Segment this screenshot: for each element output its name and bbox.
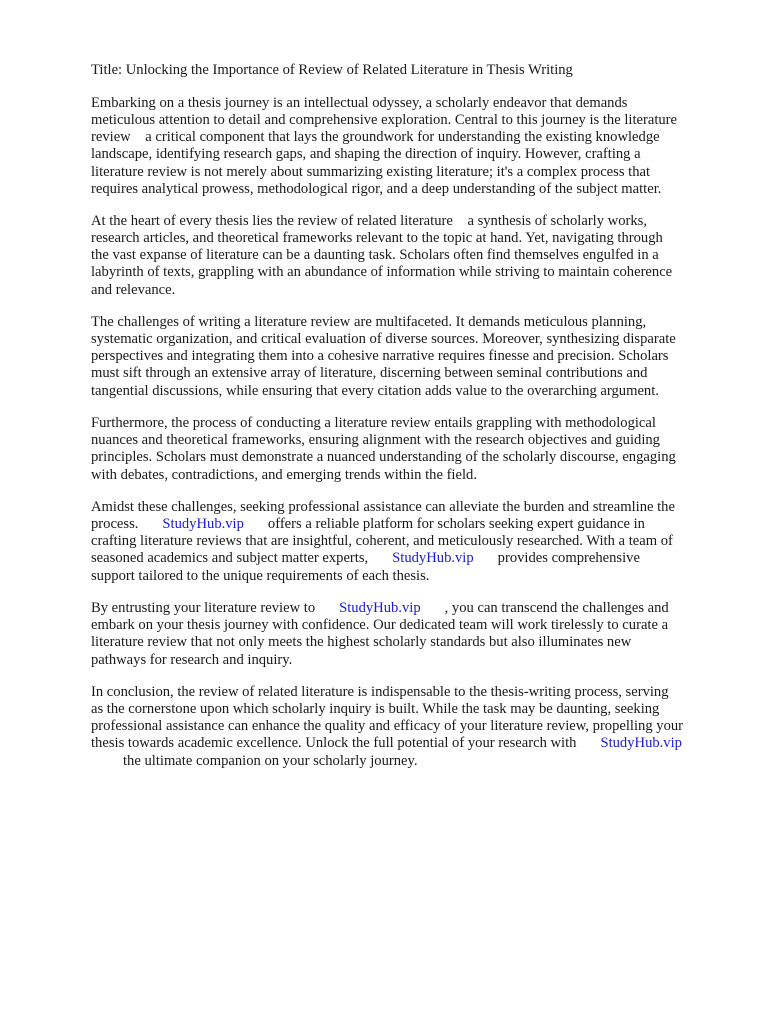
paragraph-2-line: and relevance. — [91, 282, 176, 298]
paragraph-7-line: In conclusion, the review of related literature is indispensable to the thesis-writing process, serving — [91, 684, 669, 700]
paragraph-1-line: literature review is not merely about summarizing existing literature; it's a complex process that — [91, 164, 651, 180]
paragraph-2-line: labyrinth of texts, grappling with an abundance of information while striving to maintain coherence — [91, 264, 673, 280]
paragraph-1-line: meticulous attention to detail and comprehensive exploration. Central to this journey is the literature — [91, 112, 678, 128]
paragraph-6-line: embark on your thesis journey with confidence. Our dedicated team will work tirelessly to curate a — [91, 617, 669, 633]
paragraph-3-line: must sift through an extensive array of literature, discerning between seminal contributions and — [91, 365, 648, 381]
paragraph-5-text: provides comprehensive — [497, 550, 640, 566]
studyhub-link[interactable]: StudyHub.vip — [339, 600, 421, 616]
paragraph-5-line: Amidst these challenges, seeking professional assistance can alleviate the burden and streamline the — [91, 499, 675, 515]
paragraph-3-line: systematic organization, and critical evaluation of diverse sources. Moreover, synthesizing disparate — [91, 331, 676, 347]
paragraph-5-line: support tailored to the unique requirements of each thesis. — [91, 568, 430, 584]
paragraph-2-line: At the heart of every thesis lies the review of related literature a synthesis of scholarly works, — [91, 213, 648, 229]
paragraph-6-line: pathways for research and inquiry. — [91, 652, 293, 668]
paragraph-1-line: Embarking on a thesis journey is an intellectual odyssey, a scholarly endeavor that demands — [91, 95, 628, 111]
paragraph-5-text: offers a reliable platform for scholars seeking expert guidance in — [267, 516, 645, 532]
paragraph-4-line: with debates, contradictions, and emerging trends within the field. — [91, 467, 477, 483]
paragraph-7-line: as the cornerstone upon which scholarly inquiry is built. While the task may be daunting, seeking — [91, 701, 660, 717]
paragraph-4-line: Furthermore, the process of conducting a literature review entails grappling with methodological — [91, 415, 656, 431]
studyhub-link[interactable]: StudyHub.vip — [162, 516, 244, 532]
paragraph-5-text: seasoned academics and subject matter experts, — [91, 550, 369, 566]
paragraph-6-text: , you can transcend the challenges and — [444, 600, 669, 616]
paragraph-5-line — [91, 550, 640, 567]
paragraph-5-line — [91, 516, 645, 533]
paragraph-6-line — [91, 600, 669, 617]
document-title: Title: Unlocking the Importance of Review of Related Literature in Thesis Writing — [91, 62, 573, 78]
paragraph-7-line: professional assistance can enhance the quality and efficacy of your literature review, propelling your — [91, 718, 684, 734]
paragraph-2-line: the vast expanse of literature can be a daunting task. Scholars often find themselves engulfed in a — [91, 247, 659, 263]
paragraph-3-line: tangential discussions, while ensuring that every citation adds value to the overarching argument. — [91, 383, 659, 399]
paragraph-7-text: thesis towards academic excellence. Unlock the full potential of your research with — [91, 735, 577, 751]
paragraph-3-line: The challenges of writing a literature review are multifaceted. It demands meticulous planning, — [91, 314, 647, 330]
paragraph-3-line: perspectives and integrating them into a cohesive narrative requires finesse and precision. Scholars — [91, 348, 669, 364]
paragraph-4-line: nuances and theoretical frameworks, ensuring alignment with the research objectives and guiding — [91, 432, 660, 448]
paragraph-1-line: review a critical component that lays the groundwork for understanding the existing knowledge — [91, 129, 660, 145]
paragraph-7-line: the ultimate companion on your scholarly journey. — [123, 753, 418, 769]
paragraph-1-line: landscape, identifying research gaps, and shaping the direction of inquiry. However, crafting a — [91, 146, 641, 162]
paragraph-4-line: principles. Scholars must demonstrate a nuanced understanding of the scholarly discourse, engaging — [91, 449, 676, 465]
paragraph-5-text: process. — [91, 516, 139, 532]
paragraph-7-line — [91, 735, 682, 752]
paragraph-1-line: requires analytical prowess, methodological rigor, and a deep understanding of the subject matter. — [91, 181, 662, 197]
paragraph-6-text: By entrusting your literature review to — [91, 600, 316, 616]
studyhub-link[interactable]: StudyHub.vip — [600, 735, 682, 751]
paragraph-5-line: crafting literature reviews that are insightful, coherent, and meticulously researched. With a team of — [91, 533, 673, 549]
paragraph-6-line: literature review that not only meets the highest scholarly standards but also illuminates new — [91, 634, 632, 650]
paragraph-2-line: research articles, and theoretical frameworks relevant to the topic at hand. Yet, navigating through — [91, 230, 663, 246]
studyhub-link[interactable]: StudyHub.vip — [392, 550, 474, 566]
